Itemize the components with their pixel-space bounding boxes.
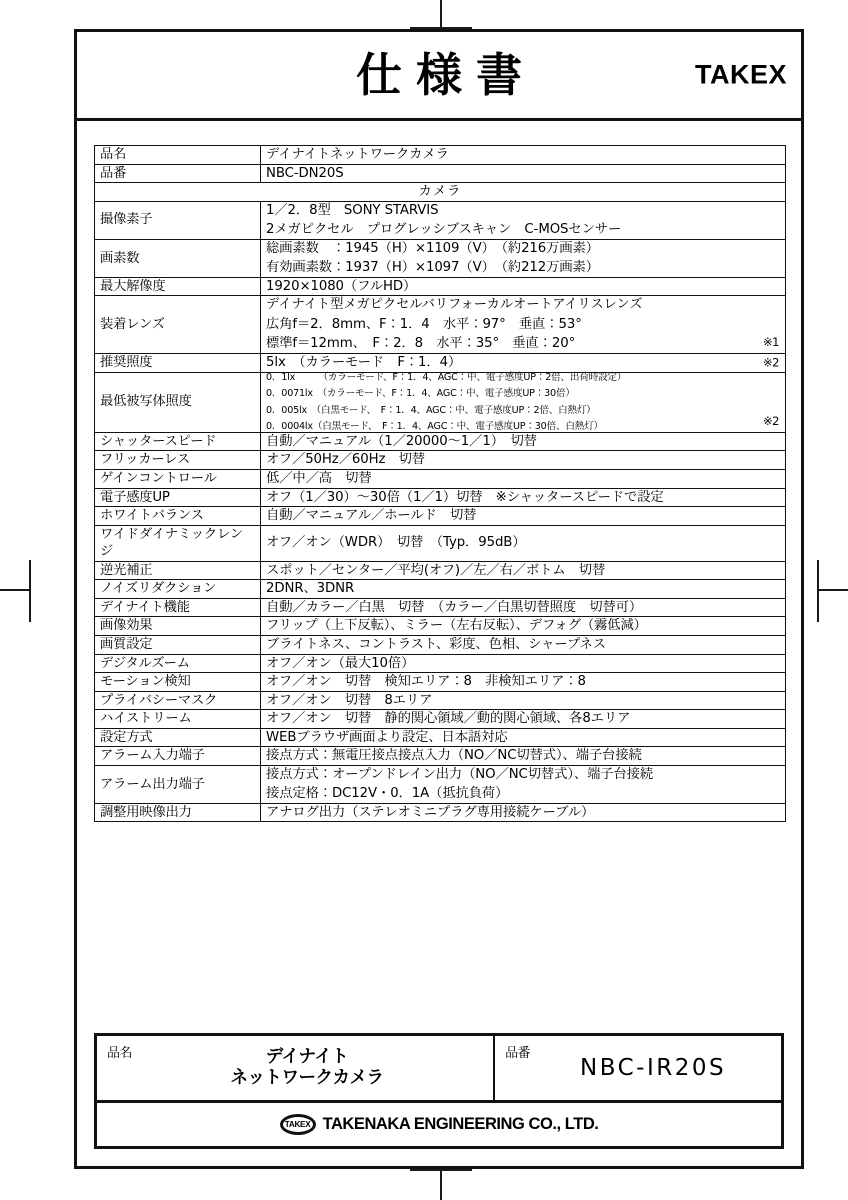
spec-label-cell: 撮像素子 — [95, 201, 261, 239]
spec-label-cell: 推奨照度 — [95, 354, 261, 373]
table-row — [95, 617, 786, 636]
table-row — [95, 201, 786, 239]
spec-label-cell: 画質設定 — [95, 635, 261, 654]
table-row — [95, 432, 786, 451]
registration-mark-top — [440, 0, 442, 28]
spec-value-cell — [261, 635, 786, 654]
page-title: 仕様書 — [356, 48, 536, 102]
product-name-line-2: ネットワークカメラ — [230, 1068, 384, 1088]
title-band — [77, 32, 801, 121]
product-name-label: 品名 — [107, 1046, 133, 1061]
spec-value-cell — [261, 201, 786, 239]
spec-value-fine-line: 0．005lx （白黒モード、 F：1．4、AGC：中、電子感度UP：2倍、白熱灯） — [266, 404, 596, 416]
title-block-product-cell — [97, 1036, 495, 1100]
footnote-marker: ※1 — [763, 334, 779, 349]
spec-value-cell — [261, 561, 786, 580]
table-row — [95, 673, 786, 692]
spec-value-line: オフ／オン 切替 8エリア — [266, 692, 433, 708]
product-name-value — [207, 1047, 384, 1090]
spec-label-cell: デイナイト機能 — [95, 598, 261, 617]
spec-label-cell: デジタルズーム — [95, 654, 261, 673]
spec-value-line: 接点方式：無電圧接点接点入力（NO／NC切替式）、端子台接続 — [266, 748, 642, 764]
spec-value-line: ブライトネス、コントラスト、彩度、色相、シャープネス — [266, 636, 606, 652]
spec-value-cell — [261, 765, 786, 803]
table-row — [95, 296, 786, 354]
spec-label-cell: 最低被写体照度 — [95, 372, 261, 432]
table-row — [95, 488, 786, 507]
spec-value-cell — [261, 164, 786, 183]
spec-value-cell — [261, 728, 786, 747]
title-block-model-cell — [495, 1036, 781, 1100]
footnote-marker: ※2 — [763, 413, 779, 428]
product-name-line-1: デイナイト — [265, 1046, 349, 1067]
table-row — [95, 654, 786, 673]
registration-mark-right-cross — [817, 560, 819, 622]
spec-value-line: 総画素数 ：1945（H）×1109（V） （約216万画素） — [266, 240, 599, 256]
spec-value-cell — [261, 372, 786, 432]
spec-value-line: デイナイトネットワークカメラ — [266, 147, 449, 162]
spec-value-cell — [261, 470, 786, 489]
spec-label-cell: ハイストリーム — [95, 710, 261, 729]
table-row — [95, 525, 786, 561]
title-block-upper — [97, 1036, 781, 1103]
footnote-marker: ※2 — [763, 355, 779, 370]
spec-value-cell — [261, 432, 786, 451]
spec-value-cell — [261, 617, 786, 636]
spec-label-cell: 設定方式 — [95, 728, 261, 747]
spec-value-cell — [261, 507, 786, 526]
table-row — [95, 803, 786, 822]
spec-label-cell: ゲインコントロール — [95, 470, 261, 489]
table-row — [95, 146, 786, 165]
registration-mark-left — [0, 589, 30, 591]
spec-label-cell: 画素数 — [95, 239, 261, 277]
spec-value-cell — [261, 691, 786, 710]
spec-value-line: オフ／オン（最大10倍） — [266, 655, 415, 671]
spec-value-line: アナログ出力（ステレオミニプラグ専用接続ケーブル） — [266, 804, 595, 820]
table-row — [95, 507, 786, 526]
spec-label-cell: 最大解像度 — [95, 277, 261, 296]
spec-label-cell: 装着レンズ — [95, 296, 261, 354]
spec-value-line: 1／2．8型 SONY STARVIS — [266, 202, 439, 218]
spec-value-cell — [261, 580, 786, 599]
spec-label-cell: フリッカーレス — [95, 451, 261, 470]
table-row — [95, 598, 786, 617]
specification-table-body — [95, 146, 786, 822]
table-row — [95, 710, 786, 729]
spec-value-fine-line: 0．1lx （カラーモード、F：1．4、AGC：中、電子感度UP：2倍、出荷時設定） — [266, 371, 627, 383]
table-row — [95, 470, 786, 489]
table-row — [95, 451, 786, 470]
spec-value-line: 有効画素数：1937（H）×1097（V） （約212万画素） — [266, 260, 599, 276]
spec-value-line: オフ／50Hz／60Hz 切替 — [266, 452, 425, 468]
spec-value-cell — [261, 598, 786, 617]
spec-label-cell: ノイズリダクション — [95, 580, 261, 599]
section-header-cell: カメラ — [95, 183, 786, 202]
spec-label-cell: ワイドダイナミックレンジ — [95, 525, 261, 561]
spec-value-line: 2メガピクセル プログレッシブスキャン C-MOSセンサー — [266, 222, 622, 238]
spec-label-cell: 電子感度UP — [95, 488, 261, 507]
table-row — [95, 728, 786, 747]
spec-value-line: NBC-DN20S — [266, 165, 344, 181]
spec-value-line: 広角f＝2．8mm、F：1．4 水平：97° 垂直：53° — [266, 316, 582, 332]
spec-label-cell: 品番 — [95, 164, 261, 183]
spec-value-cell — [261, 525, 786, 561]
table-row — [95, 635, 786, 654]
table-row — [95, 747, 786, 766]
spec-value-cell — [261, 710, 786, 729]
spec-value-line: 接点方式：オープンドレイン出力（NO／NC切替式）、端子台接続 — [266, 766, 654, 782]
spec-value-line: 1920×1080（フルHD） — [266, 278, 417, 294]
spec-value-line: デイナイト型メガピクセルバリフォーカルオートアイリスレンズ — [266, 297, 643, 313]
table-row — [95, 354, 786, 373]
spec-value-cell — [261, 803, 786, 822]
spec-label-cell: モーション検知 — [95, 673, 261, 692]
spec-value-line: 接点定格：DC12V・0．1A（抵抗負荷） — [266, 786, 509, 802]
spec-label-cell: 品名 — [95, 146, 261, 165]
table-row — [95, 372, 786, 432]
spec-label-cell: 画像効果 — [95, 617, 261, 636]
company-name: TAKENAKA ENGINEERING CO., LTD. — [322, 1115, 599, 1133]
spec-value-cell — [261, 277, 786, 296]
drawing-title-block — [94, 1033, 784, 1149]
table-row — [95, 164, 786, 183]
table-row — [95, 691, 786, 710]
spec-value-fine-line: 0．0004lx（白黒モード、 F：1．4、AGC：中、電子感度UP：30倍、白熱灯） — [266, 421, 603, 433]
spec-value-line: オフ（1／30）～30倍（1／1）切替 ※シャッタースピードで設定 — [266, 489, 664, 505]
registration-mark-bottom-cross — [410, 1169, 472, 1171]
spec-value-line: 低／中／高 切替 — [266, 471, 372, 487]
table-row — [95, 765, 786, 803]
spec-value-line: WEBブラウザ画面より設定、日本語対応 — [266, 729, 508, 745]
table-row — [95, 277, 786, 296]
spec-value-fine-line: 0．0071lx （カラーモード、F：1．4、AGC：中、電子感度UP：30倍） — [266, 388, 575, 400]
table-row — [95, 183, 786, 202]
spec-value-cell — [261, 488, 786, 507]
spec-value-line: スポット／センター／平均(オフ)／左／右／ボトム 切替 — [266, 562, 606, 578]
spec-label-cell: 調整用映像出力 — [95, 803, 261, 822]
spec-label-cell: ホワイトバランス — [95, 507, 261, 526]
registration-mark-right — [818, 589, 848, 591]
spec-value-line: 2DNR、3DNR — [266, 581, 355, 597]
title-block-footer — [97, 1103, 781, 1146]
model-number-value: NBC-IR20S — [580, 1055, 727, 1081]
table-row — [95, 239, 786, 277]
spec-label-cell: アラーム入力端子 — [95, 747, 261, 766]
takex-oval-logo-text: TAKEX — [284, 1120, 311, 1129]
spec-label-cell: 逆光補正 — [95, 561, 261, 580]
spec-value-cell — [261, 654, 786, 673]
specification-table-wrapper — [94, 145, 786, 822]
takex-oval-logo-icon — [280, 1114, 316, 1135]
spec-value-cell — [261, 673, 786, 692]
spec-value-line: オフ／オン（WDR） 切替 （Typ．95dB） — [266, 535, 526, 551]
spec-value-line: フリップ（上下反転）、ミラー（左右反転）、デフォグ（霧低減） — [266, 618, 647, 634]
spec-value-cell — [261, 451, 786, 470]
registration-mark-left-cross — [29, 560, 31, 622]
specification-sheet — [74, 29, 804, 1169]
spec-label-cell: シャッタースピード — [95, 432, 261, 451]
spec-value-line: 自動／マニュアル（1／20000～1／1） 切替 — [266, 433, 537, 449]
spec-value-cell — [261, 146, 786, 165]
specification-table — [94, 145, 786, 822]
spec-value-cell — [261, 354, 786, 373]
spec-value-line: 自動／カラー／白黒 切替 （カラー／白黒切替照度 切替可） — [266, 599, 643, 615]
spec-value-line: 自動／マニュアル／ホールド 切替 — [266, 508, 477, 524]
spec-value-cell — [261, 296, 786, 354]
spec-label-cell: アラーム出力端子 — [95, 765, 261, 803]
spec-label-cell: プライバシーマスク — [95, 691, 261, 710]
takex-brand-logo: TAKEX — [694, 59, 787, 90]
spec-value-line: オフ／オン 切替 検知エリア：8 非検知エリア：8 — [266, 674, 586, 690]
registration-mark-bottom — [440, 1170, 442, 1200]
spec-value-cell — [261, 239, 786, 277]
table-row — [95, 580, 786, 599]
table-row — [95, 561, 786, 580]
model-number-label: 品番 — [505, 1046, 531, 1061]
spec-value-cell — [261, 747, 786, 766]
spec-value-line: 標準f＝12mm、 F：2．8 水平：35° 垂直：20° — [266, 336, 576, 352]
spec-value-line: オフ／オン 切替 静的関心領域／動的関心領域、各8エリア — [266, 711, 631, 727]
spec-value-line: 5lx （カラーモード F：1．4） — [266, 355, 462, 371]
